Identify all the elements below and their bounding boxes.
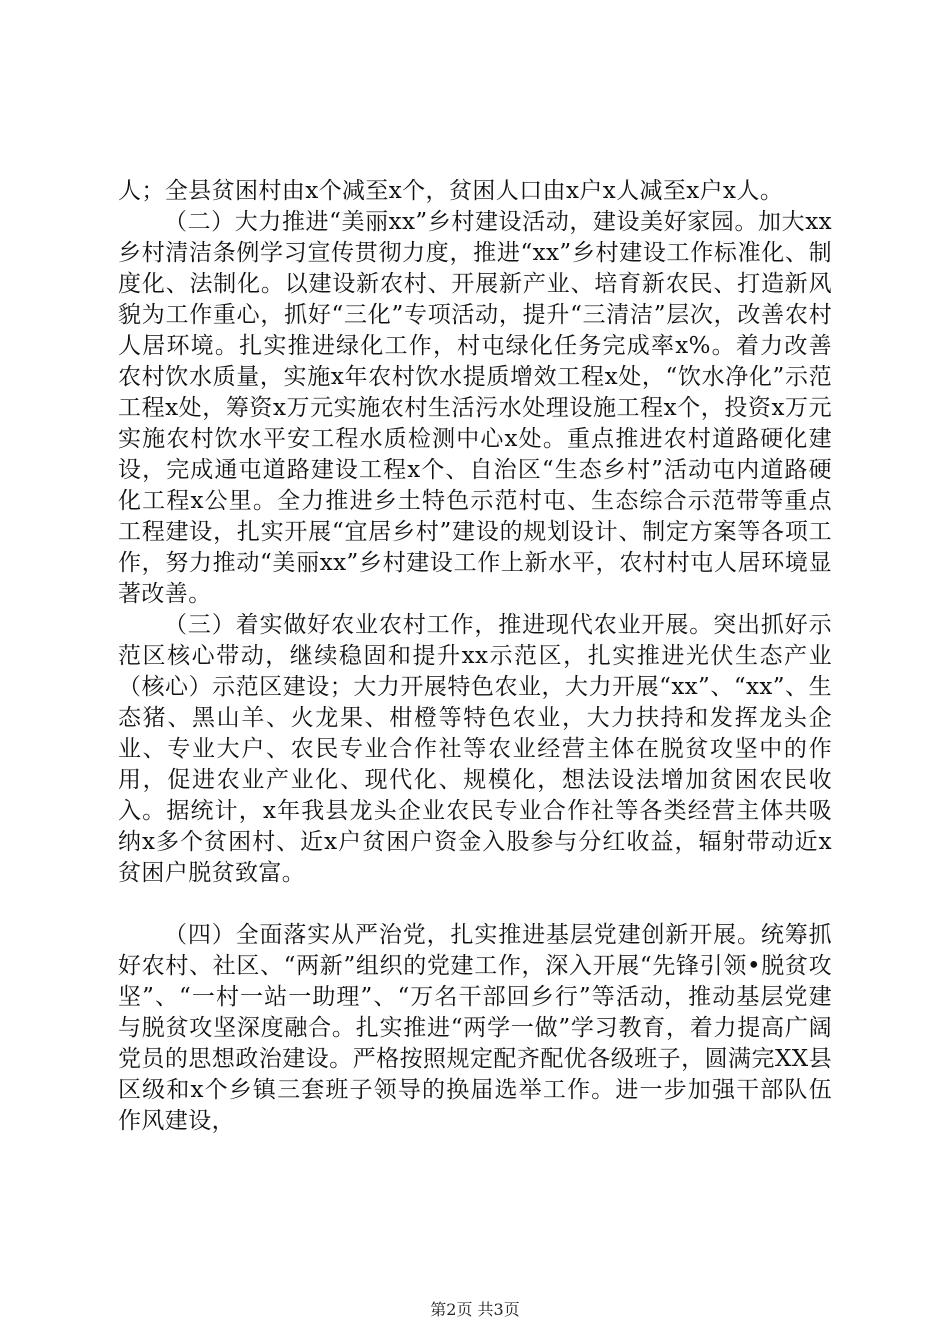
document-body xyxy=(118,176,832,1137)
page-number-footer: 第2页 共3页 xyxy=(430,1300,520,1319)
paragraph-section-4-party-building: （四）全面落实从严治党，扎实推进基层党建创新开展。统筹抓好农村、社区、“两新”组织的党建工作，深入开展“先锋引领•脱贫攻坚”、“一村一站一助理”、“万名干部回乡行”等活动，推动基层党建与脱贫攻坚深度融合。扎实推进“两学一做”学习教育，着力提高广阔党员的思想政治建设。严格按照规定配齐配优各级班子，圆满完XX县区级和x个乡镇三套班子领导的换届选举工作。进一步加强干部队伍作风建设， xyxy=(118,922,832,1134)
paragraph-section-2-beautiful-village: （二）大力推进“美丽xx”乡村建设活动，建设美好家园。加大xx乡村清洁条例学习宣传贯彻力度，推进“xx”乡村建设工作标准化、制度化、法制化。以建设新农村、开展新产业、培育新农民、打造新风貌为工作重心，抓好“三化”专项活动，提升“三清洁”层次，改善农村人居环境。扎实推进绿化工作，村屯绿化任务完成率x%。着力改善农村饮水质量，实施x年农村饮水提质增效工程x处，“饮水净化”示范工程x处，筹资x万元实施农村生活污水处理设施工程x个，投资x万元实施农村饮水平安工程水质检测中心x处。重点推进农村道路硬化建设，完成通屯道路建设工程x个、自治区“生态乡村”活动屯内道路硬化工程x公里。全力推进乡土特色示范村屯、生态综合示范带等重点工程建设，扎实开展“宜居乡村”建设的规划设计、制定方案等各项工作，努力推动“美丽xx”乡村建设工作上新水平，农村村屯人居环境显著改善。 xyxy=(118,209,832,607)
paragraph-continuation: 人；全县贫困村由x个减至x个，贫困人口由x户x人减至x户x人。 xyxy=(118,178,784,204)
paragraph-section-3-modern-agriculture: （三）着实做好农业农村工作，推进现代农业开展。突出抓好示范区核心带动，继续稳固和提升xx示范区，扎实推进光伏生态产业（核心）示范区建设；大力开展特色农业，大力开展“xx”、“xx”、生态猪、黑山羊、火龙果、柑橙等特色农业，大力扶持和发挥龙头企业、专业大户、农民专业合作社等农业经营主体在脱贫攻坚中的作用，促进农业产业化、现代化、规模化，想法设法增加贫困农民收入。据统计，x年我县龙头企业农民专业合作社等各类经营主体共吸纳x多个贫困村、近x户贫困户资金入股参与分红收益，辐射带动近x贫困户脱贫致富。 xyxy=(118,612,832,886)
